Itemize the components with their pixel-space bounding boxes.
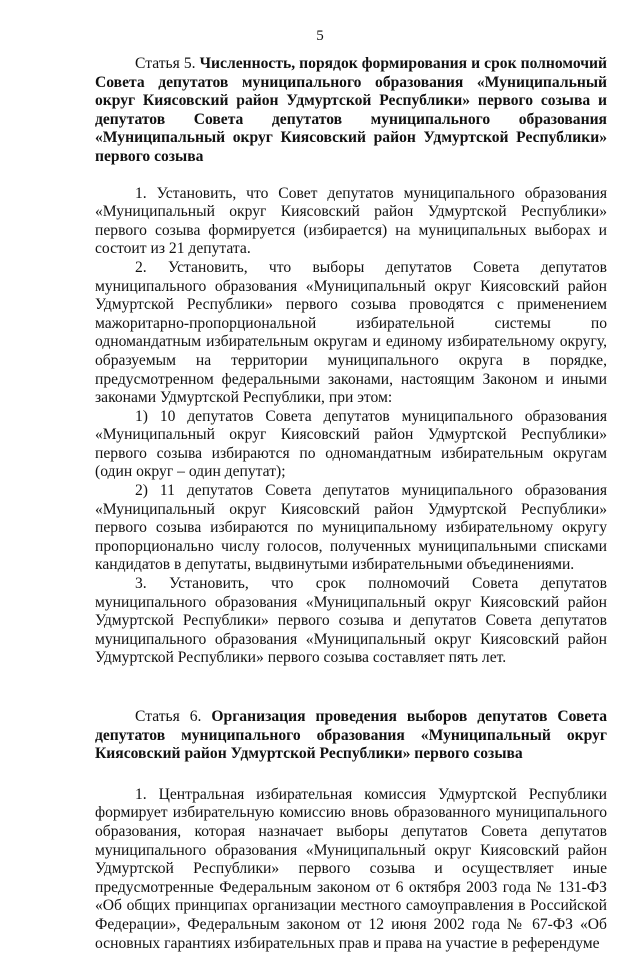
document-body — [95, 55, 607, 953]
article-6-prefix: Статья 6. — [135, 708, 202, 725]
article-5-subitem-2: 2) 11 депутатов Совета депутатов муниципального образования «Муниципальный округ Киясовский район Удмуртской Республики» первого созыва избираются по муниципальному избирательному округу пропорционально числу голосов, полученных муниципальными списками кандидатов в депутаты, выдвинутыми избирательными объединениями. — [95, 482, 607, 574]
article-5-paragraph-3: 3. Установить, что срок полномочий Совета депутатов муниципального образования «Муниципальный округ Киясовский район Удмуртской Республики» первого созыва и депутатов Совета депутатов муниципального образования «Муниципальный округ Киясовский район Удмуртской Республики» первого созыва составляет пять лет. — [95, 575, 607, 667]
article-5-subitem-1: 1) 10 депутатов Совета депутатов муниципального образования «Муниципальный округ Киясовский район Удмуртской Республики» первого созыва избираются по одномандатным избирательным округам (один округ – один депутат); — [95, 407, 607, 481]
page-number: 5 — [316, 28, 324, 44]
article-6-title: Организация проведения выборов депутатов Совета депутатов муниципального образования «Муниципальный округ Киясовский район Удмуртской Республики» первого созыва — [95, 708, 607, 763]
article-5-paragraph-2: 2. Установить, что выборы депутатов Совета депутатов муниципального образования «Муниципальный округ Киясовский район Удмуртской Республики» первого созыва проводятся с применением мажоритарно-пропорциональной избирательной системы по одномандатным избирательным округам и единому избирательному округу, образуемым на территории муниципального округа в порядке, предусмотренном федеральными законами, настоящим Законом и иными законами Удмуртской Республики, при этом: — [95, 258, 607, 407]
article-6-heading — [95, 708, 607, 764]
article-5-paragraph-1: 1. Установить, что Совет депутатов муниципального образования «Муниципальный округ Киясовский район Удмуртской Республики» первого созыва формируется (избирается) на муниципальных выборах и состоит из 21 депутата. — [95, 184, 607, 258]
article-6-paragraph-1: 1. Центральная избирательная комиссия Удмуртской Республики формирует избирательную комиссию вновь образованного муниципального образования, которая назначает выборы депутатов Совета депутатов муниципального образования «Муниципальный округ Киясовский район Удмуртской Республики» первого созыва и осуществляет иные предусмотренные Федеральным законом от 6 октября 2003 года № 131-ФЗ «Об общих принципах организации местного самоуправления в Российской Федерации», Федеральным законом от 12 июня 2002 года № 67-ФЗ «Об основных гарантиях избирательных прав и права на участие в референдуме — [95, 785, 607, 952]
article-5-title: Численность, порядок формирования и срок полномочий Совета депутатов муниципального образования «Муниципальный округ Киясовский район Удмуртской Республики» первого созыва и депутатов Совета депутатов муниципального образования «Муниципальный округ Киясовский район Удмуртской Республики» первого созыва — [95, 55, 607, 165]
article-5-prefix: Статья 5. — [135, 55, 196, 72]
article-5-heading — [95, 55, 607, 167]
